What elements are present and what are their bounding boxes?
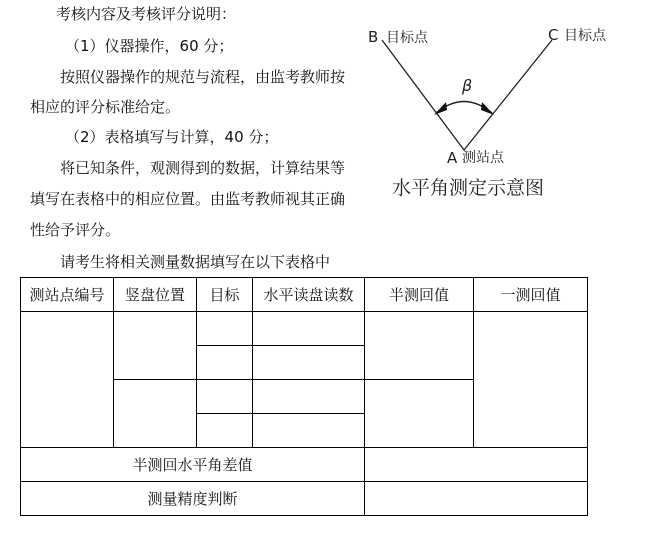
reading-cell[interactable]	[253, 346, 365, 380]
half-round-cell[interactable]	[365, 312, 474, 380]
ray-ab	[382, 40, 464, 150]
item1-line1: 按照仪器操作的规范与流程，由监考教师按	[60, 68, 346, 86]
angle-beta: β	[462, 76, 473, 95]
reading-cell[interactable]	[253, 312, 365, 346]
half-round-diff-value[interactable]	[365, 448, 588, 482]
header-station-no: 测站点编号	[21, 278, 114, 312]
reading-cell[interactable]	[253, 414, 365, 448]
half-round-diff-label: 半测回水平角差值	[21, 448, 365, 482]
one-round-cell[interactable]	[474, 312, 588, 448]
half-round-cell[interactable]	[365, 380, 474, 448]
arrow-right-head	[481, 102, 494, 115]
point-c-label: 目标点	[564, 28, 606, 44]
reading-cell[interactable]	[253, 380, 365, 414]
item2-line1: 将已知条件，观测得到的数据，计算结果等	[60, 159, 346, 177]
point-c-letter: C	[548, 26, 559, 44]
intro-heading: 考核内容及考核评分说明：	[56, 5, 237, 23]
header-half-round-value: 半测回值	[365, 278, 474, 312]
vertical-position-cell[interactable]	[114, 380, 197, 448]
header-one-round-value: 一测回值	[474, 278, 588, 312]
header-target: 目标	[197, 278, 253, 312]
target-cell[interactable]	[197, 380, 253, 414]
point-a-letter: A	[447, 149, 458, 167]
precision-value[interactable]	[365, 482, 588, 516]
target-cell[interactable]	[197, 414, 253, 448]
point-b-label: 目标点	[386, 30, 428, 46]
table-header-row	[21, 278, 588, 312]
point-b-letter: B	[368, 28, 379, 46]
item1-title: （1）仪器操作，60 分；	[65, 37, 234, 55]
station-no-cell[interactable]	[21, 312, 114, 448]
item2-title: （2）表格填写与计算，40 分；	[65, 128, 279, 146]
vertical-position-cell[interactable]	[114, 312, 197, 380]
item2-line3: 性给予评分。	[30, 221, 121, 239]
diagram-caption: 水平角测定示意图	[392, 177, 545, 199]
target-cell[interactable]	[197, 346, 253, 380]
ray-ac	[464, 40, 552, 150]
point-a-label: 测站点	[462, 150, 504, 166]
table-row	[21, 312, 588, 346]
target-cell[interactable]	[197, 312, 253, 346]
item2-line2: 填写在表格中的相应位置。由监考教师视其正确	[30, 190, 346, 208]
precision-label: 测量精度判断	[21, 482, 365, 516]
precision-row	[21, 482, 588, 516]
horizontal-angle-diagram	[362, 18, 612, 208]
item1-line2: 相应的评分标准给定。	[30, 98, 181, 116]
half-round-diff-row	[21, 448, 588, 482]
measurement-table	[20, 277, 588, 516]
header-horizontal-reading: 水平读盘读数	[253, 278, 365, 312]
table-instruction: 请考生将相关测量数据填写在以下表格中	[60, 253, 331, 271]
arrow-left-head	[434, 102, 447, 115]
header-vertical-position: 竖盘位置	[114, 278, 197, 312]
